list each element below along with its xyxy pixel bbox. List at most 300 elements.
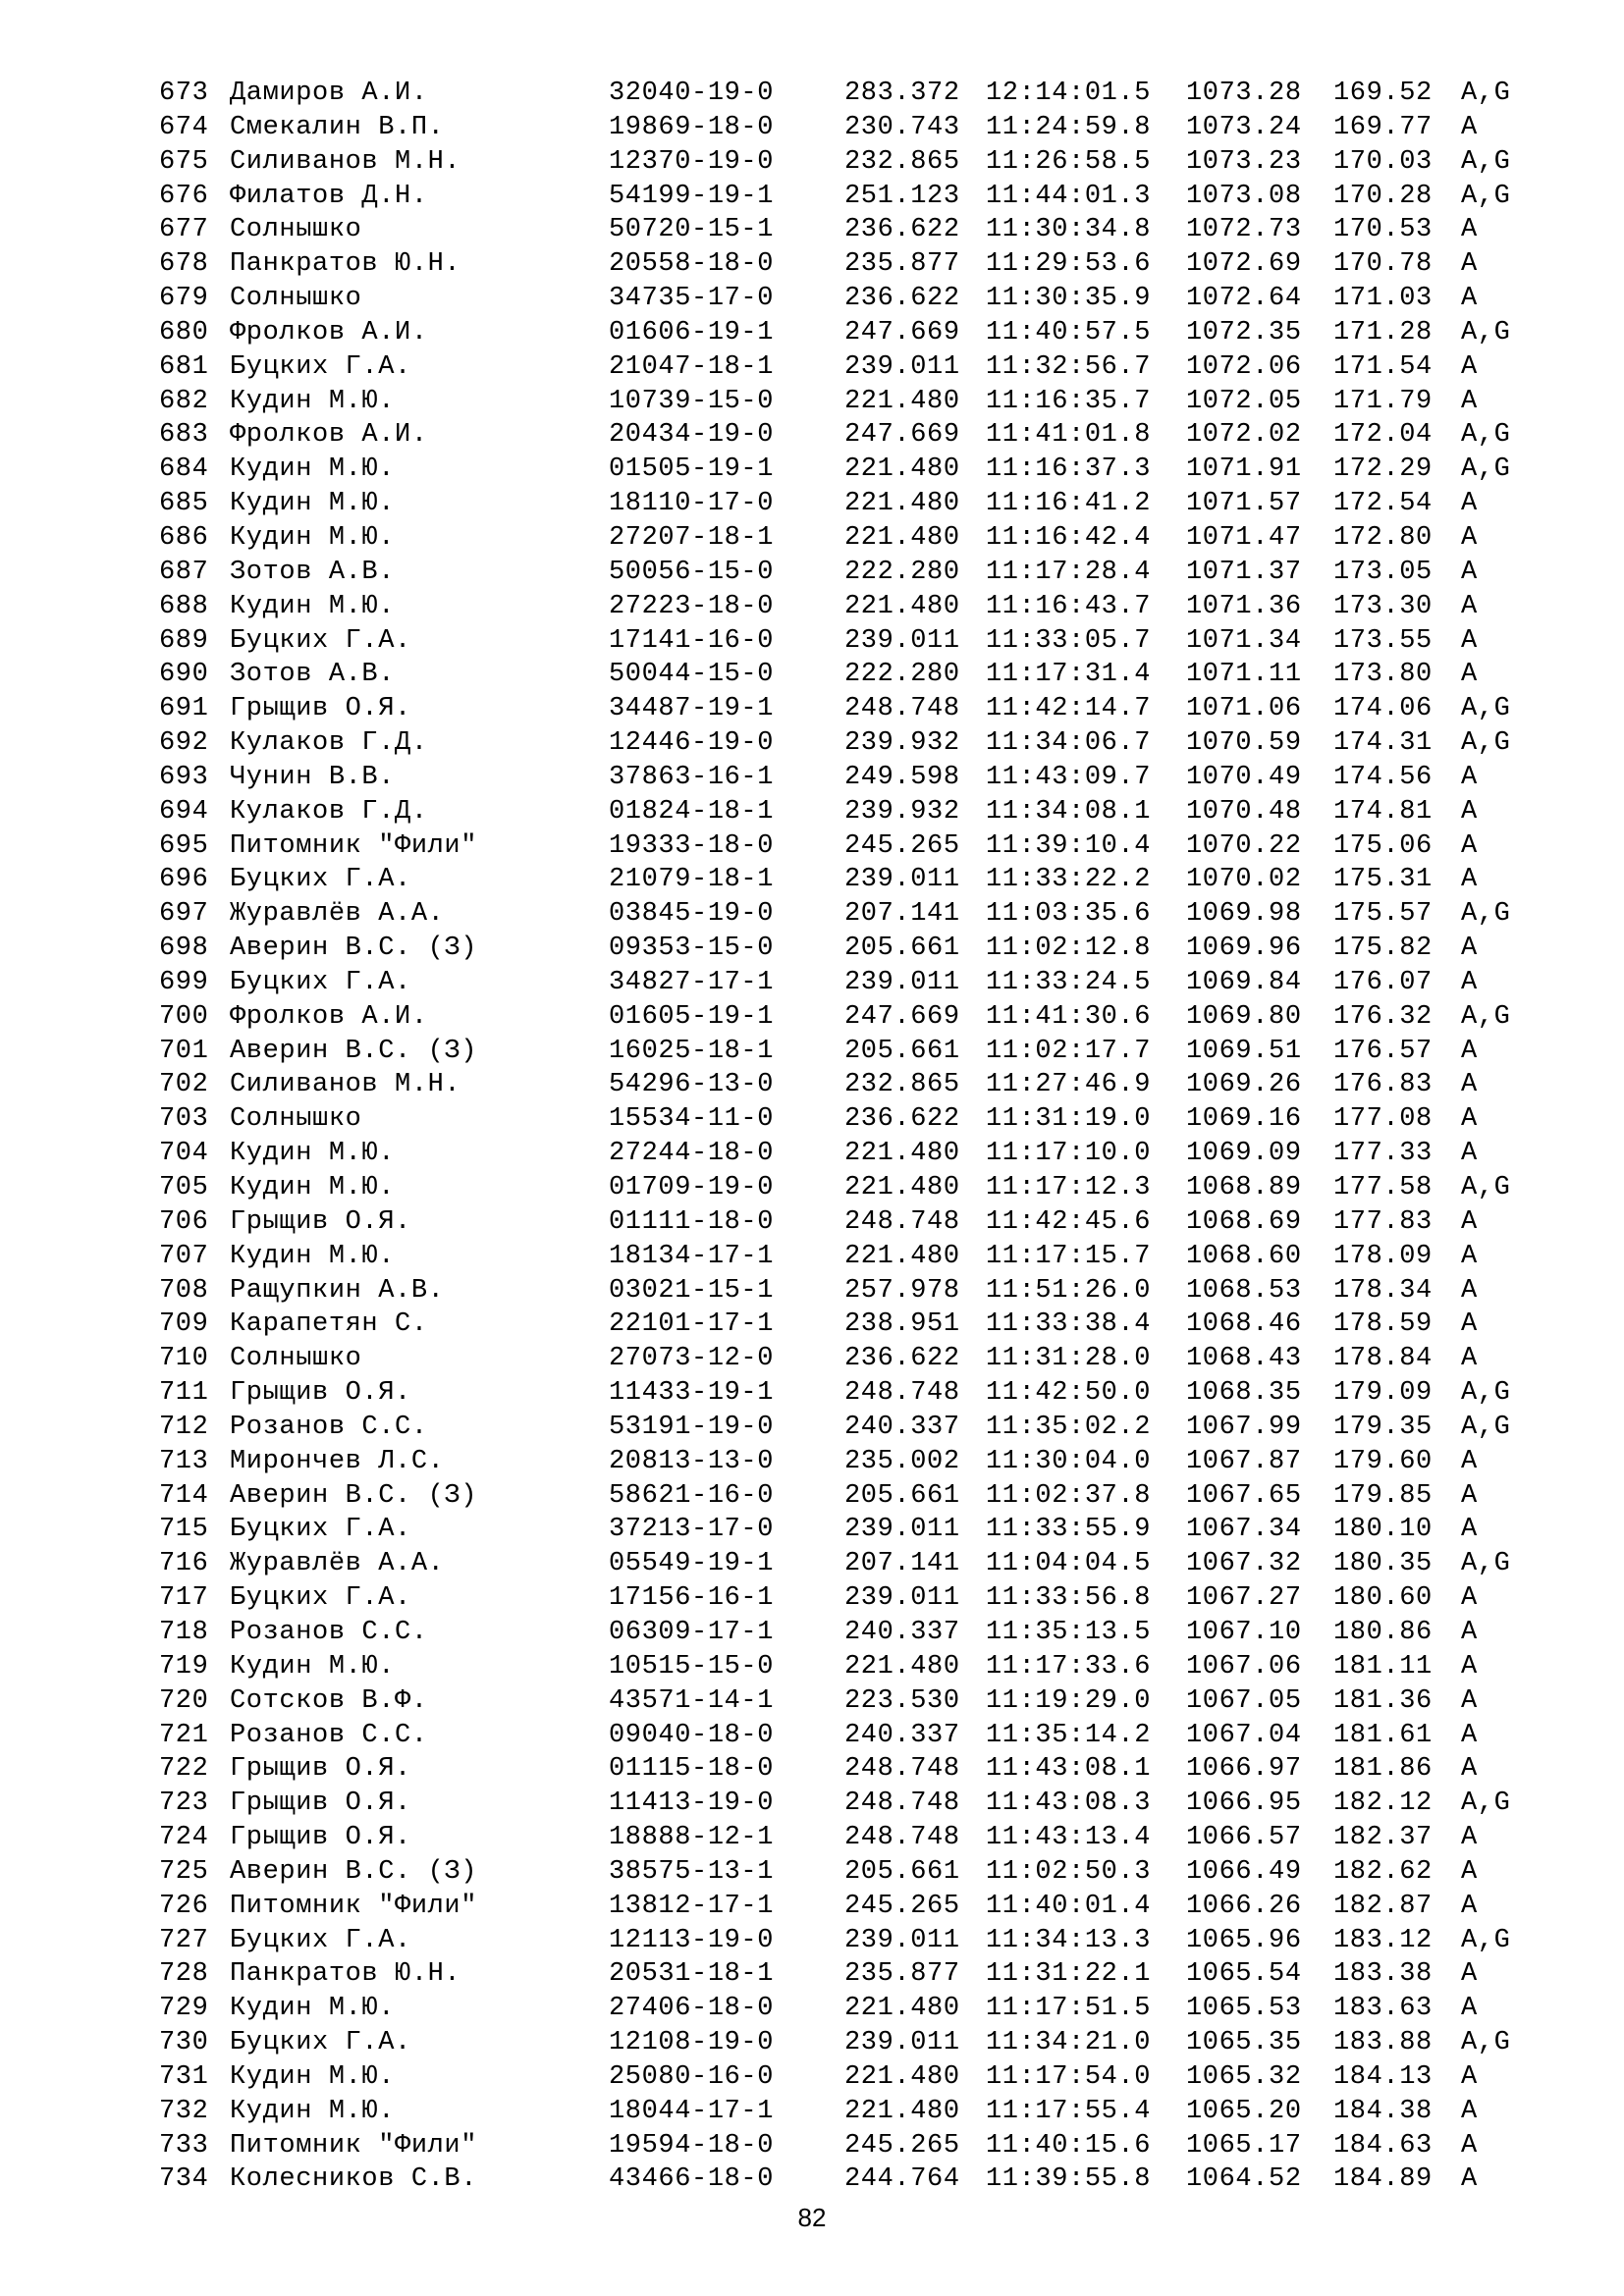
distance: 221.480 <box>844 386 960 416</box>
row-number: 719 <box>159 1651 209 1682</box>
coefficient: 183.38 <box>1333 1959 1433 1990</box>
fancier-name: Мирончев Л.С. <box>230 1446 445 1476</box>
fancier-name: Кудин М.Ю. <box>230 2061 396 2092</box>
distance: 221.480 <box>844 489 960 519</box>
table-row <box>159 1547 1534 1581</box>
ring-number: 10739-15-0 <box>609 386 775 416</box>
ring-number: 01606-19-1 <box>609 317 775 347</box>
ring-number: 12113-19-0 <box>609 1925 775 1955</box>
speed: 1068.69 <box>1186 1206 1302 1237</box>
ring-number: 27244-18-0 <box>609 1139 775 1169</box>
distance: 248.748 <box>844 1754 960 1785</box>
arrival-time: 11:17:54.0 <box>986 2061 1152 2092</box>
coefficient: 183.63 <box>1333 1994 1433 2024</box>
fancier-name: Буцких Г.А. <box>230 625 411 656</box>
table-row <box>159 1992 1534 2026</box>
distance: 230.743 <box>844 112 960 142</box>
arrival-time: 11:02:12.8 <box>986 934 1152 964</box>
coefficient: 180.86 <box>1333 1617 1433 1647</box>
arrival-time: 11:33:56.8 <box>986 1583 1152 1614</box>
row-number: 689 <box>159 625 209 656</box>
distance: 239.932 <box>844 796 960 827</box>
flags: A <box>1461 1480 1478 1511</box>
ring-number: 09353-15-0 <box>609 934 775 964</box>
speed: 1069.84 <box>1186 967 1302 997</box>
speed: 1069.96 <box>1186 934 1302 964</box>
arrival-time: 11:42:50.0 <box>986 1378 1152 1409</box>
ring-number: 21047-18-1 <box>609 351 775 382</box>
speed: 1065.32 <box>1186 2061 1302 2092</box>
table-row <box>159 692 1534 726</box>
arrival-time: 11:27:46.9 <box>986 1070 1152 1100</box>
coefficient: 183.88 <box>1333 2028 1433 2058</box>
arrival-time: 11:34:06.7 <box>986 728 1152 759</box>
flags: A <box>1461 2130 1478 2161</box>
speed: 1073.08 <box>1186 181 1302 211</box>
row-number: 679 <box>159 284 209 314</box>
flags: A <box>1461 1617 1478 1647</box>
flags: A <box>1461 1583 1478 1614</box>
row-number: 677 <box>159 215 209 245</box>
fancier-name: Карапетян С. <box>230 1309 428 1340</box>
distance: 245.265 <box>844 2130 960 2161</box>
speed: 1072.05 <box>1186 386 1302 416</box>
distance: 221.480 <box>844 1241 960 1271</box>
table-row <box>159 1240 1534 1274</box>
distance: 247.669 <box>844 420 960 451</box>
table-row <box>159 1411 1534 1445</box>
fancier-name: Фролков А.И. <box>230 1001 428 1032</box>
row-number: 716 <box>159 1549 209 1579</box>
ring-number: 10515-15-0 <box>609 1651 775 1682</box>
fancier-name: Аверин В.С. (З) <box>230 1480 478 1511</box>
row-number: 729 <box>159 1994 209 2024</box>
arrival-time: 11:16:41.2 <box>986 489 1152 519</box>
ring-number: 12108-19-0 <box>609 2028 775 2058</box>
flags: A <box>1461 796 1478 827</box>
fancier-name: Чунин В.В. <box>230 762 396 792</box>
table-row <box>159 1102 1534 1137</box>
coefficient: 179.09 <box>1333 1378 1433 1409</box>
distance: 239.932 <box>844 728 960 759</box>
coefficient: 184.38 <box>1333 2096 1433 2126</box>
row-number: 687 <box>159 557 209 587</box>
arrival-time: 11:16:35.7 <box>986 386 1152 416</box>
row-number: 726 <box>159 1891 209 1921</box>
fancier-name: Панкратов Ю.Н. <box>230 249 461 280</box>
distance: 248.748 <box>844 694 960 724</box>
speed: 1068.35 <box>1186 1378 1302 1409</box>
arrival-time: 11:40:57.5 <box>986 317 1152 347</box>
flags: A <box>1461 1685 1478 1716</box>
speed: 1067.99 <box>1186 1412 1302 1442</box>
ring-number: 11413-19-0 <box>609 1789 775 1819</box>
table-row <box>159 1855 1534 1890</box>
arrival-time: 11:34:13.3 <box>986 1925 1152 1955</box>
distance: 221.480 <box>844 522 960 553</box>
fancier-name: Питомник "Фили" <box>230 2130 478 2161</box>
speed: 1066.57 <box>1186 1823 1302 1853</box>
fancier-name: Солнышко <box>230 1104 362 1135</box>
flags: A <box>1461 386 1478 416</box>
coefficient: 173.05 <box>1333 557 1433 587</box>
coefficient: 181.36 <box>1333 1685 1433 1716</box>
row-number: 733 <box>159 2130 209 2161</box>
flags: A <box>1461 1856 1478 1887</box>
distance: 221.480 <box>844 1139 960 1169</box>
row-number: 705 <box>159 1173 209 1202</box>
ring-number: 50056-15-0 <box>609 557 775 587</box>
coefficient: 176.83 <box>1333 1070 1433 1100</box>
speed: 1071.37 <box>1186 557 1302 587</box>
row-number: 713 <box>159 1446 209 1476</box>
distance: 240.337 <box>844 1617 960 1647</box>
flags: A,G <box>1461 420 1511 451</box>
arrival-time: 12:14:01.5 <box>986 79 1152 108</box>
table-row <box>159 316 1534 350</box>
coefficient: 182.87 <box>1333 1891 1433 1921</box>
ring-number: 03021-15-1 <box>609 1275 775 1306</box>
speed: 1069.16 <box>1186 1104 1302 1135</box>
coefficient: 174.56 <box>1333 762 1433 792</box>
fancier-name: Силиванов М.Н. <box>230 1070 461 1100</box>
ring-number: 19594-18-0 <box>609 2130 775 2161</box>
distance: 239.011 <box>844 351 960 382</box>
arrival-time: 11:40:01.4 <box>986 1891 1152 1921</box>
distance: 221.480 <box>844 454 960 485</box>
table-row <box>159 2060 1534 2095</box>
ring-number: 01709-19-0 <box>609 1173 775 1202</box>
fancier-name: Силиванов М.Н. <box>230 146 461 177</box>
flags: A,G <box>1461 146 1511 177</box>
fancier-name: Кудин М.Ю. <box>230 1651 396 1682</box>
table-row <box>159 1650 1534 1684</box>
coefficient: 173.30 <box>1333 591 1433 621</box>
flags: A <box>1461 1139 1478 1169</box>
table-row <box>159 2129 1534 2163</box>
speed: 1065.96 <box>1186 1925 1302 1955</box>
row-number: 706 <box>159 1206 209 1237</box>
row-number: 688 <box>159 591 209 621</box>
flags: A <box>1461 762 1478 792</box>
flags: A <box>1461 591 1478 621</box>
ring-number: 18134-17-1 <box>609 1241 775 1271</box>
flags: A <box>1461 522 1478 553</box>
coefficient: 177.83 <box>1333 1206 1433 1237</box>
distance: 207.141 <box>844 899 960 930</box>
row-number: 730 <box>159 2028 209 2058</box>
distance: 235.877 <box>844 249 960 280</box>
row-number: 723 <box>159 1789 209 1819</box>
fancier-name: Грыщив О.Я. <box>230 1378 411 1409</box>
ring-number: 12370-19-0 <box>609 146 775 177</box>
ring-number: 22101-17-1 <box>609 1309 775 1340</box>
table-row <box>159 111 1534 145</box>
flags: A <box>1461 660 1478 690</box>
speed: 1067.10 <box>1186 1617 1302 1647</box>
flags: A <box>1461 934 1478 964</box>
fancier-name: Солнышко <box>230 215 362 245</box>
fancier-name: Питомник "Фили" <box>230 830 478 861</box>
flags: A <box>1461 2061 1478 2092</box>
speed: 1072.64 <box>1186 284 1302 314</box>
fancier-name: Кудин М.Ю. <box>230 1173 396 1202</box>
fancier-name: Кудин М.Ю. <box>230 1241 396 1271</box>
coefficient: 173.55 <box>1333 625 1433 656</box>
arrival-time: 11:51:26.0 <box>986 1275 1152 1306</box>
coefficient: 178.09 <box>1333 1241 1433 1271</box>
table-row <box>159 282 1534 316</box>
distance: 221.480 <box>844 2061 960 2092</box>
arrival-time: 11:17:10.0 <box>986 1139 1152 1169</box>
ring-number: 15534-11-0 <box>609 1104 775 1135</box>
speed: 1071.91 <box>1186 454 1302 485</box>
flags: A <box>1461 1344 1478 1374</box>
speed: 1065.35 <box>1186 2028 1302 2058</box>
coefficient: 177.58 <box>1333 1173 1433 1202</box>
table-row <box>159 658 1534 692</box>
flags: A,G <box>1461 317 1511 347</box>
speed: 1065.54 <box>1186 1959 1302 1990</box>
fancier-name: Грыщив О.Я. <box>230 1789 411 1819</box>
ring-number: 01115-18-0 <box>609 1754 775 1785</box>
ring-number: 20558-18-0 <box>609 249 775 280</box>
row-number: 696 <box>159 865 209 895</box>
coefficient: 179.60 <box>1333 1446 1433 1476</box>
ring-number: 20531-18-1 <box>609 1959 775 1990</box>
flags: A,G <box>1461 1001 1511 1032</box>
ring-number: 43571-14-1 <box>609 1685 775 1716</box>
row-number: 682 <box>159 386 209 416</box>
speed: 1071.47 <box>1186 522 1302 553</box>
table-row <box>159 1513 1534 1547</box>
flags: A <box>1461 1070 1478 1100</box>
distance: 257.978 <box>844 1275 960 1306</box>
ring-number: 05549-19-1 <box>609 1549 775 1579</box>
row-number: 699 <box>159 967 209 997</box>
fancier-name: Филатов Д.Н. <box>230 181 428 211</box>
coefficient: 177.08 <box>1333 1104 1433 1135</box>
coefficient: 172.29 <box>1333 454 1433 485</box>
speed: 1071.57 <box>1186 489 1302 519</box>
distance: 239.011 <box>844 625 960 656</box>
arrival-time: 11:30:04.0 <box>986 1446 1152 1476</box>
arrival-time: 11:26:58.5 <box>986 146 1152 177</box>
fancier-name: Грыщив О.Я. <box>230 1754 411 1785</box>
table-row <box>159 77 1534 111</box>
arrival-time: 11:43:09.7 <box>986 762 1152 792</box>
table-row <box>159 2026 1534 2060</box>
coefficient: 172.54 <box>1333 489 1433 519</box>
flags: A,G <box>1461 1378 1511 1409</box>
fancier-name: Панкратов Ю.Н. <box>230 1959 461 1990</box>
speed: 1068.60 <box>1186 1241 1302 1271</box>
distance: 244.764 <box>844 2164 960 2195</box>
arrival-time: 11:02:50.3 <box>986 1856 1152 1887</box>
table-row <box>159 1342 1534 1376</box>
fancier-name: Кудин М.Ю. <box>230 454 396 485</box>
arrival-time: 11:31:22.1 <box>986 1959 1152 1990</box>
table-row <box>159 1308 1534 1342</box>
coefficient: 171.54 <box>1333 351 1433 382</box>
table-row <box>159 1581 1534 1616</box>
flags: A <box>1461 1651 1478 1682</box>
row-number: 698 <box>159 934 209 964</box>
fancier-name: Солнышко <box>230 1344 362 1374</box>
fancier-name: Грыщив О.Я. <box>230 1206 411 1237</box>
fancier-name: Буцких Г.А. <box>230 1925 411 1955</box>
speed: 1071.06 <box>1186 694 1302 724</box>
speed: 1071.34 <box>1186 625 1302 656</box>
flags: A,G <box>1461 899 1511 930</box>
distance: 205.661 <box>844 934 960 964</box>
flags: A <box>1461 1891 1478 1921</box>
row-number: 708 <box>159 1275 209 1306</box>
ring-number: 37213-17-0 <box>609 1515 775 1545</box>
row-number: 676 <box>159 181 209 211</box>
table-row <box>159 556 1534 590</box>
row-number: 673 <box>159 79 209 108</box>
table-row <box>159 1890 1534 1924</box>
fancier-name: Фролков А.И. <box>230 317 428 347</box>
arrival-time: 11:33:05.7 <box>986 625 1152 656</box>
arrival-time: 11:43:08.3 <box>986 1789 1152 1819</box>
flags: A <box>1461 1720 1478 1750</box>
flags: A <box>1461 1959 1478 1990</box>
table-row <box>159 1137 1534 1171</box>
distance: 236.622 <box>844 215 960 245</box>
ring-number: 20813-13-0 <box>609 1446 775 1476</box>
distance: 221.480 <box>844 1173 960 1202</box>
coefficient: 181.11 <box>1333 1651 1433 1682</box>
arrival-time: 11:02:17.7 <box>986 1036 1152 1066</box>
ring-number: 50720-15-1 <box>609 215 775 245</box>
ring-number: 37863-16-1 <box>609 762 775 792</box>
coefficient: 174.81 <box>1333 796 1433 827</box>
ring-number: 27073-12-0 <box>609 1344 775 1374</box>
distance: 249.598 <box>844 762 960 792</box>
row-number: 725 <box>159 1856 209 1887</box>
distance: 207.141 <box>844 1549 960 1579</box>
speed: 1070.22 <box>1186 830 1302 861</box>
coefficient: 174.06 <box>1333 694 1433 724</box>
fancier-name: Фролков А.И. <box>230 420 428 451</box>
flags: A <box>1461 1515 1478 1545</box>
distance: 223.530 <box>844 1685 960 1716</box>
row-number: 707 <box>159 1241 209 1271</box>
speed: 1067.32 <box>1186 1549 1302 1579</box>
row-number: 701 <box>159 1036 209 1066</box>
arrival-time: 11:17:31.4 <box>986 660 1152 690</box>
speed: 1068.53 <box>1186 1275 1302 1306</box>
arrival-time: 11:03:35.6 <box>986 899 1152 930</box>
fancier-name: Аверин В.С. (З) <box>230 1036 478 1066</box>
speed: 1072.69 <box>1186 249 1302 280</box>
speed: 1066.97 <box>1186 1754 1302 1785</box>
distance: 222.280 <box>844 557 960 587</box>
flags: A,G <box>1461 2028 1511 2058</box>
row-number: 683 <box>159 420 209 451</box>
coefficient: 182.12 <box>1333 1789 1433 1819</box>
ring-number: 09040-18-0 <box>609 1720 775 1750</box>
fancier-name: Кудин М.Ю. <box>230 1139 396 1169</box>
coefficient: 176.57 <box>1333 1036 1433 1066</box>
speed: 1072.02 <box>1186 420 1302 451</box>
coefficient: 181.86 <box>1333 1754 1433 1785</box>
arrival-time: 11:30:34.8 <box>986 215 1152 245</box>
ring-number: 25080-16-0 <box>609 2061 775 2092</box>
ring-number: 34827-17-1 <box>609 967 775 997</box>
ring-number: 34735-17-0 <box>609 284 775 314</box>
speed: 1070.49 <box>1186 762 1302 792</box>
speed: 1070.48 <box>1186 796 1302 827</box>
fancier-name: Кудин М.Ю. <box>230 386 396 416</box>
flags: A <box>1461 284 1478 314</box>
ring-number: 38575-13-1 <box>609 1856 775 1887</box>
flags: A,G <box>1461 1173 1511 1202</box>
arrival-time: 11:41:01.8 <box>986 420 1152 451</box>
coefficient: 173.80 <box>1333 660 1433 690</box>
arrival-time: 11:16:37.3 <box>986 454 1152 485</box>
flags: A,G <box>1461 181 1511 211</box>
distance: 235.877 <box>844 1959 960 1990</box>
coefficient: 180.35 <box>1333 1549 1433 1579</box>
coefficient: 175.82 <box>1333 934 1433 964</box>
ring-number: 54296-13-0 <box>609 1070 775 1100</box>
speed: 1070.02 <box>1186 865 1302 895</box>
ring-number: 06309-17-1 <box>609 1617 775 1647</box>
fancier-name: Грыщив О.Я. <box>230 694 411 724</box>
speed: 1065.53 <box>1186 1994 1302 2024</box>
row-number: 681 <box>159 351 209 382</box>
distance: 240.337 <box>844 1412 960 1442</box>
ring-number: 58621-16-0 <box>609 1480 775 1511</box>
flags: A,G <box>1461 728 1511 759</box>
ring-number: 18110-17-0 <box>609 489 775 519</box>
row-number: 685 <box>159 489 209 519</box>
speed: 1069.98 <box>1186 899 1302 930</box>
table-row <box>159 1068 1534 1102</box>
coefficient: 170.78 <box>1333 249 1433 280</box>
fancier-name: Кудин М.Ю. <box>230 2096 396 2126</box>
table-row <box>159 1787 1534 1821</box>
coefficient: 170.28 <box>1333 181 1433 211</box>
flags: A <box>1461 1994 1478 2024</box>
speed: 1073.23 <box>1186 146 1302 177</box>
distance: 236.622 <box>844 1104 960 1135</box>
ring-number: 43466-18-0 <box>609 2164 775 2195</box>
table-row <box>159 1000 1534 1035</box>
flags: A,G <box>1461 1789 1511 1819</box>
table-row <box>159 213 1534 247</box>
flags: A,G <box>1461 1925 1511 1955</box>
ring-number: 01824-18-1 <box>609 796 775 827</box>
arrival-time: 11:30:35.9 <box>986 284 1152 314</box>
arrival-time: 11:04:04.5 <box>986 1549 1152 1579</box>
ring-number: 50044-15-0 <box>609 660 775 690</box>
flags: A <box>1461 2096 1478 2126</box>
table-row <box>159 1616 1534 1650</box>
coefficient: 176.32 <box>1333 1001 1433 1032</box>
flags: A <box>1461 1104 1478 1135</box>
row-number: 686 <box>159 522 209 553</box>
coefficient: 170.03 <box>1333 146 1433 177</box>
distance: 245.265 <box>844 830 960 861</box>
arrival-time: 11:17:33.6 <box>986 1651 1152 1682</box>
table-row <box>159 1719 1534 1753</box>
row-number: 678 <box>159 249 209 280</box>
coefficient: 175.06 <box>1333 830 1433 861</box>
